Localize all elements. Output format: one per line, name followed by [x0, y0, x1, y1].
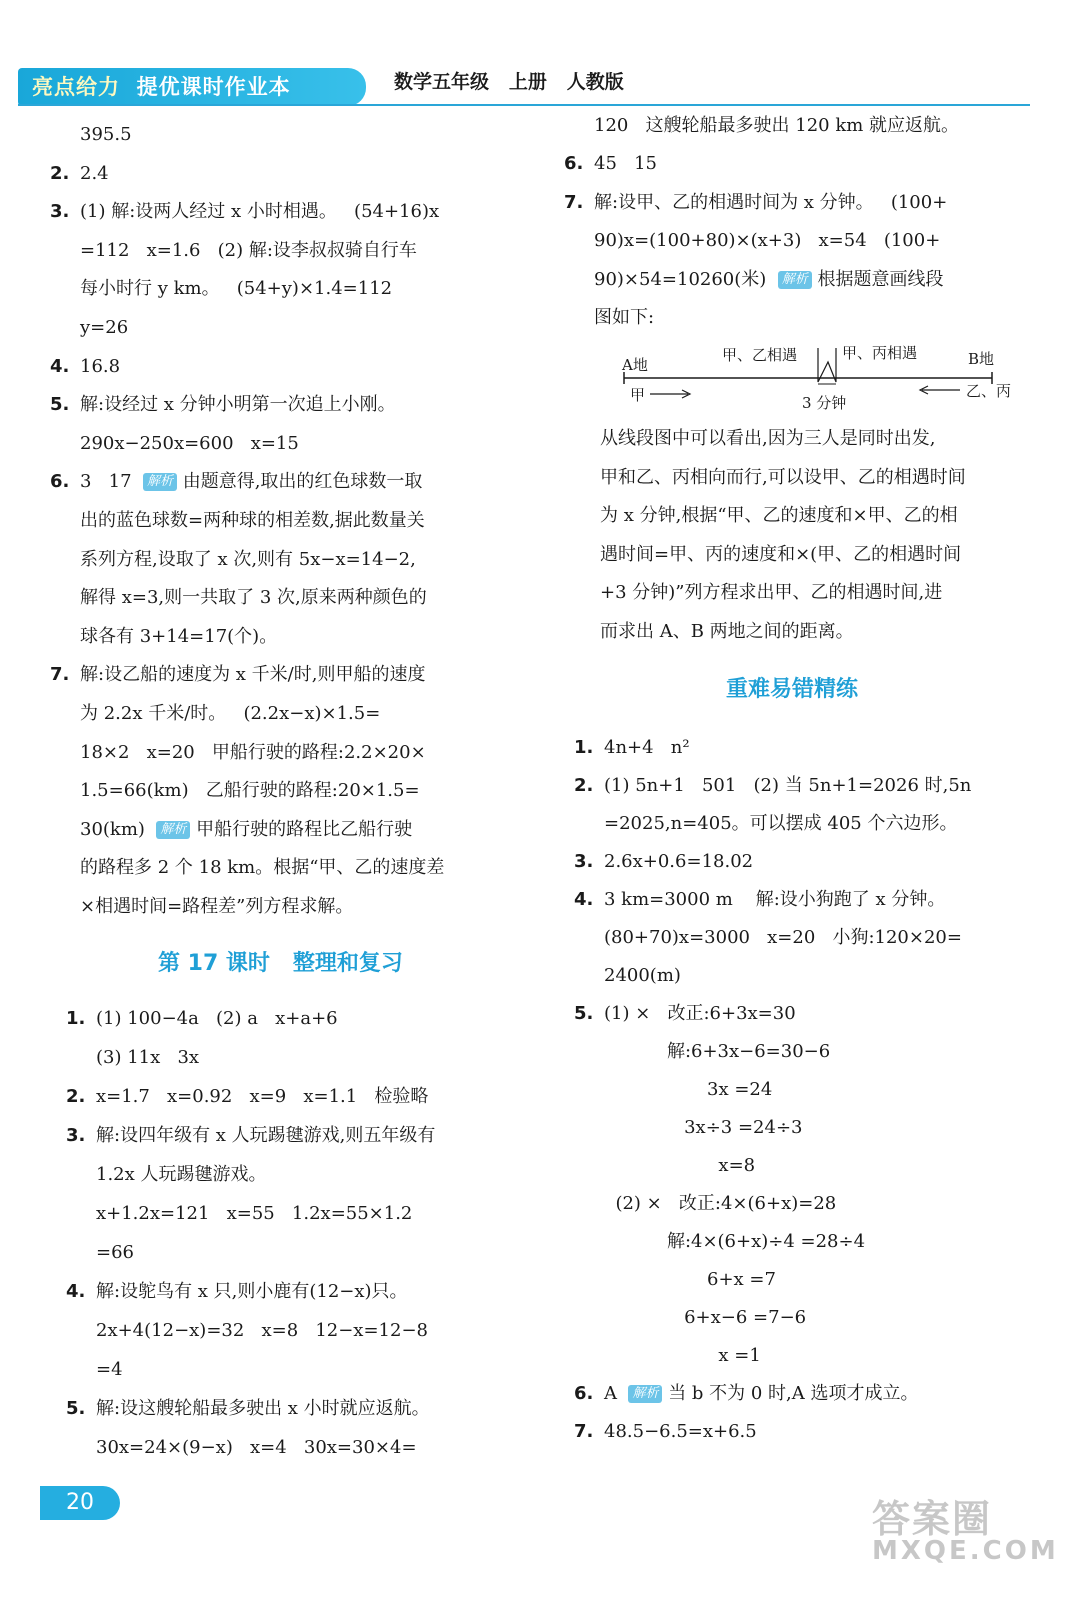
answer-text: 2.6x+0.6=18.02 — [604, 851, 754, 872]
answer-text: 45 15 — [594, 153, 657, 175]
answer-line — [604, 1265, 776, 1295]
question-number: 2. — [50, 162, 70, 184]
answer-line — [96, 1043, 199, 1073]
answer-line — [604, 1075, 772, 1105]
answer-text: 系列方程,设取了 x 次,则有 5x−x=14−2, — [80, 548, 416, 570]
answer-line — [600, 617, 854, 647]
answer-text: 遇时间=甲、丙的速度和×(甲、乙的相遇时间 — [600, 543, 962, 565]
diagram-label-gap: 3 分钟 — [802, 394, 847, 412]
question-number: 4. — [574, 889, 594, 910]
answer-line — [600, 578, 942, 608]
answer-line — [50, 660, 426, 690]
answer-line — [80, 738, 426, 768]
question-number: 7. — [50, 664, 70, 686]
diagram-label-meet2: 甲、丙相遇 — [842, 344, 918, 362]
answer-line — [96, 1199, 412, 1229]
analysis-text: 当 b 不为 0 时,A 选项才成立。 — [662, 1383, 919, 1404]
answer-line — [604, 809, 957, 839]
answer-text: 2400(m) — [604, 965, 681, 986]
answer-line — [574, 1379, 919, 1409]
question-number: 4. — [50, 355, 70, 377]
answer-line — [604, 961, 681, 991]
answer-line — [80, 274, 392, 304]
question-number: 1. — [574, 737, 594, 758]
question-number: 5. — [50, 394, 70, 416]
answer-text: 的路程多 2 个 18 km。根据“甲、乙的速度差 — [80, 857, 445, 879]
answer-text: x=8 — [604, 1155, 756, 1176]
answer-text: A — [604, 1383, 629, 1404]
answer-line — [600, 540, 961, 570]
brand-banner — [18, 68, 366, 106]
answer-text: 为 2.2x 千米/时。 (2.2x−x)×1.5= — [80, 703, 381, 724]
answer-text: =4 — [96, 1359, 123, 1380]
answer-text: 为 x 分钟,根据“甲、乙的速度和×甲、乙的相 — [600, 505, 958, 527]
answer-text: 1.2x 人玩踢毽游戏。 — [96, 1164, 267, 1185]
answer-line — [66, 1082, 429, 1112]
diagram-label-a: A地 — [622, 356, 648, 374]
answer-text: 3x =24 — [604, 1079, 773, 1100]
answer-text: 甲和乙、丙相向而行,可以设甲、乙的相遇时间 — [600, 466, 966, 488]
answer-text: 3x÷3 =24÷3 — [604, 1117, 803, 1138]
question-number: 6. — [574, 1383, 594, 1404]
answer-text: 图如下: — [594, 307, 655, 328]
answer-line — [600, 463, 966, 493]
answer-text: x=1.7 x=0.92 x=9 x=1.1 检验略 — [96, 1086, 429, 1107]
answer-text: +3 分钟)”列方程求出甲、乙的相遇时间,进 — [600, 582, 943, 604]
diagram-meeting-marks — [818, 348, 836, 382]
answer-text: 3 17 — [80, 471, 143, 493]
header-divider — [18, 104, 1030, 106]
answer-line — [574, 733, 690, 763]
question-number: 7. — [564, 191, 584, 213]
watermark-url: MXQE.COM — [872, 1536, 1059, 1566]
answer-line — [574, 1417, 757, 1447]
question-number: 2. — [66, 1086, 86, 1107]
answer-text: 出的蓝色球数=两种球的相差数,据此数量关 — [80, 510, 425, 531]
answer-text: 解得 x=3,则一共取了 3 次,原来两种颜色的 — [80, 587, 427, 609]
answer-text: 解:设乙船的速度为 x 千米/时,则甲船的速度 — [80, 664, 426, 686]
answer-text: 6+x =7 — [604, 1269, 776, 1290]
line-segment-diagram — [596, 338, 1036, 418]
answer-line — [96, 1316, 428, 1346]
answer-text: (1) 100−4a (2) a x+a+6 — [96, 1008, 338, 1029]
answer-line — [574, 771, 972, 801]
answer-line — [604, 923, 962, 953]
answer-line — [80, 699, 380, 729]
answer-line — [604, 1037, 830, 1067]
answer-line — [80, 506, 425, 536]
answer-line — [66, 1277, 408, 1307]
answer-line — [80, 776, 420, 806]
answer-line — [50, 352, 121, 382]
answer-line — [80, 892, 353, 922]
answer-text: 48.5−6.5=x+6.5 — [604, 1421, 757, 1442]
answer-line — [604, 1189, 836, 1219]
answer-text: 4n+4 n² — [604, 737, 690, 758]
answer-text: 3 km=3000 m 解:设小狗跑了 x 分钟。 — [604, 889, 946, 910]
answer-text: 球各有 3+14=17(个)。 — [80, 625, 278, 647]
answer-text: 解:设鸵鸟有 x 只,则小鹿有(12−x)只。 — [96, 1281, 408, 1302]
question-number: 1. — [66, 1008, 86, 1029]
diagram-label-yibing: 乙、丙 — [966, 382, 1012, 400]
answer-text: 18×2 x=20 甲船行驶的路程:2.2×20× — [80, 741, 426, 763]
answer-text: 解:设经过 x 分钟小明第一次追上小刚。 — [80, 394, 396, 416]
answer-text: 从线段图中可以看出,因为三人是同时出发, — [600, 428, 936, 449]
answer-text: 290x−250x=600 x=15 — [80, 432, 299, 454]
answer-line — [604, 1303, 806, 1333]
answer-line — [594, 111, 959, 141]
answer-line — [600, 501, 958, 531]
answer-text: 解:6+3x−6=30−6 — [604, 1041, 831, 1062]
answer-text: 1.5=66(km) 乙船行驶的路程:20×1.5= — [80, 780, 420, 802]
question-number: 6. — [50, 471, 70, 493]
analysis-tag: 解析 — [628, 1385, 662, 1403]
answer-line — [80, 815, 412, 845]
question-number: 3. — [574, 851, 594, 872]
brand-name: 亮点给力 — [32, 75, 120, 99]
answer-text: y=26 — [80, 317, 129, 338]
answer-line — [80, 622, 277, 652]
answer-line — [66, 1004, 338, 1034]
answer-line — [96, 1355, 123, 1385]
answer-line — [80, 853, 444, 883]
answer-text: 30x=24×(9−x) x=4 30x=30×4= — [96, 1437, 417, 1458]
answer-line — [80, 236, 417, 266]
answer-line — [604, 1341, 761, 1371]
answer-line — [574, 999, 796, 1029]
question-number: 3. — [66, 1125, 86, 1146]
answer-line — [604, 1113, 802, 1143]
answer-text: (1) × 改正:6+3x=30 — [604, 1003, 796, 1024]
question-number: 4. — [66, 1281, 86, 1302]
answer-text: 解:设甲、乙的相遇时间为 x 分钟。 (100+ — [594, 191, 948, 213]
answer-line — [96, 1238, 134, 1268]
answer-line — [50, 467, 423, 497]
answer-line — [80, 583, 427, 613]
answer-text: 90)×54=10260(米) — [594, 268, 778, 290]
answer-line — [50, 159, 109, 189]
answer-text: 16.8 — [80, 355, 121, 377]
answer-text: x =1 — [604, 1345, 761, 1366]
question-number: 5. — [574, 1003, 594, 1024]
analysis-text: 甲船行驶的路程比乙船行驶 — [190, 818, 413, 840]
answer-text: 30(km) — [80, 818, 157, 840]
answer-line — [80, 120, 132, 150]
answer-text: =66 — [96, 1242, 134, 1263]
diagram-label-jia: 甲 — [630, 386, 646, 404]
section-title-practice: 重难易错精练 — [726, 677, 859, 702]
answer-line — [80, 313, 128, 343]
answer-line — [594, 265, 944, 295]
question-number: 2. — [574, 775, 594, 796]
answer-text: 2.4 — [80, 162, 109, 184]
answer-line — [80, 429, 299, 459]
answer-text: 90)x=(100+80)×(x+3) x=54 (100+ — [594, 230, 941, 252]
question-number: 5. — [66, 1398, 86, 1419]
answer-text: (1) 5n+1 501 (2) 当 5n+1=2026 时,5n — [604, 775, 972, 796]
answer-line — [564, 149, 657, 179]
answer-line — [604, 1227, 865, 1257]
analysis-tag: 解析 — [778, 271, 812, 289]
analysis-tag: 解析 — [143, 473, 177, 491]
answer-line — [96, 1160, 267, 1190]
analysis-tag: 解析 — [156, 821, 190, 839]
answer-text: (3) 11x 3x — [96, 1047, 200, 1068]
analysis-text: 根据题意画线段 — [811, 268, 944, 290]
answer-line — [66, 1121, 436, 1151]
answer-text: 解:设四年级有 x 人玩踢毽游戏,则五年级有 — [96, 1125, 436, 1146]
answer-text: (2) × 改正:4×(6+x)=28 — [604, 1193, 837, 1214]
question-number: 3. — [50, 201, 70, 223]
watermark-logo: 答案圈 — [872, 1497, 993, 1541]
answer-text: 395.5 — [80, 124, 132, 145]
answer-text: ×相遇时间=路程差”列方程求解。 — [80, 896, 354, 917]
analysis-text: 由题意得,取出的红色球数一取 — [176, 471, 423, 493]
answer-line — [50, 197, 440, 227]
answer-text: x+1.2x=121 x=55 1.2x=55×1.2 — [96, 1203, 413, 1224]
answer-line — [574, 847, 754, 877]
answer-text: =112 x=1.6 (2) 解:设李叔叔骑自行车 — [80, 239, 417, 261]
answer-text: 120 这艘轮船最多驶出 120 km 就应返航。 — [594, 115, 960, 136]
answer-text: 6+x−6 =7−6 — [604, 1307, 807, 1328]
answer-line — [564, 188, 948, 218]
answer-text: 解:设这艘轮船最多驶出 x 小时就应返航。 — [96, 1398, 430, 1419]
answer-line — [80, 545, 416, 575]
answer-text: =2025,n=405。可以摆成 405 个六边形。 — [604, 813, 958, 834]
section-title-lesson17: 第 17 课时 整理和复习 — [158, 951, 403, 976]
answer-line — [66, 1394, 430, 1424]
answer-text: 解:4×(6+x)÷4 =28÷4 — [604, 1231, 866, 1252]
answer-text: (1) 解:设两人经过 x 小时相遇。 (54+16)x — [80, 201, 440, 223]
answer-line — [96, 1433, 417, 1463]
page-number: 20 — [40, 1486, 120, 1520]
diagram-label-b: B地 — [968, 350, 995, 368]
brand-subtitle: 提优课时作业本 — [136, 75, 291, 99]
question-number: 6. — [564, 153, 584, 175]
question-number: 7. — [574, 1421, 594, 1442]
answer-text: (80+70)x=3000 x=20 小狗:120×20= — [604, 927, 962, 948]
answer-text: 2x+4(12−x)=32 x=8 12−x=12−8 — [96, 1320, 428, 1341]
answer-line — [50, 390, 396, 420]
answer-line — [600, 424, 935, 454]
answer-line — [594, 303, 654, 333]
answer-text: 而求出 A、B 两地之间的距离。 — [600, 621, 854, 642]
diagram-label-meet1: 甲、乙相遇 — [722, 346, 798, 364]
answer-text: 每小时行 y km。 (54+y)×1.4=112 — [80, 278, 393, 300]
answer-line — [574, 885, 946, 915]
subject-title: 数学五年级 上册 人教版 — [394, 71, 624, 93]
answer-line — [604, 1151, 755, 1181]
answer-line — [594, 226, 940, 256]
